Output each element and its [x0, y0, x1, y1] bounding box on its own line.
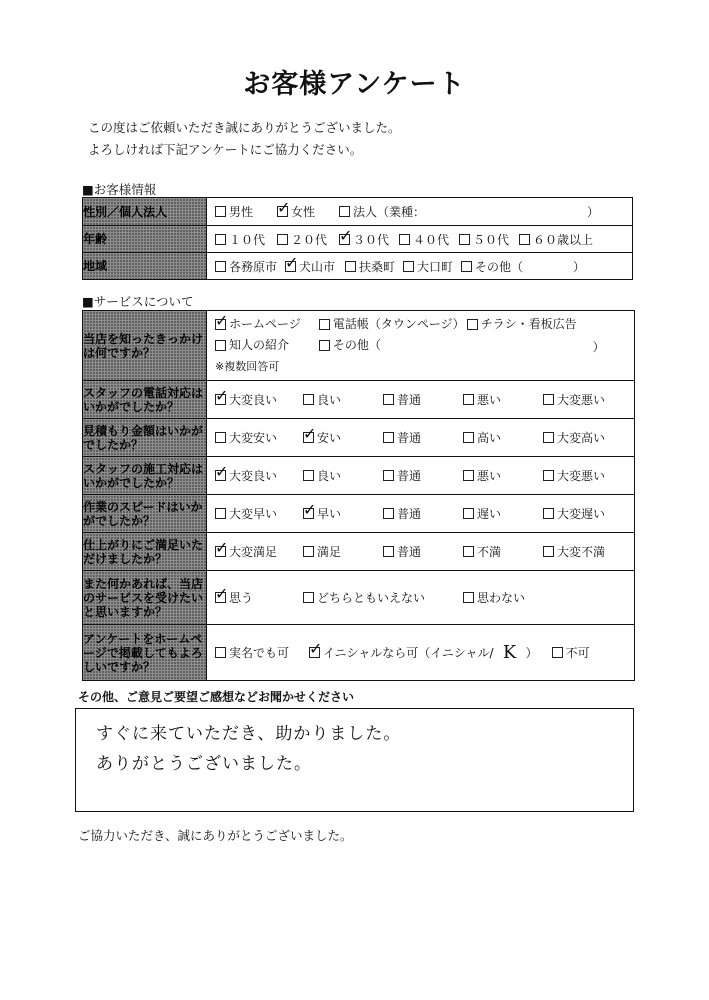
- question-construction: [83, 457, 635, 495]
- checkbox[interactable]: [383, 470, 394, 481]
- close-paren: ）: [525, 646, 538, 660]
- intro-line-1: この度はご依頼いただき誠にありがとうございました。: [88, 120, 401, 135]
- checkbox[interactable]: [383, 394, 394, 405]
- question-label: アンケートをホームページで掲載してもよろしいですか？: [83, 625, 207, 681]
- checkbox-checked[interactable]: [309, 647, 320, 658]
- question-label: 仕上がりにご満足いただけましたか？: [83, 533, 207, 571]
- option-2[interactable]: ✓ 安い: [303, 429, 383, 446]
- question-label: 作業のスピードはいかがでしたか？: [83, 495, 207, 533]
- option-5[interactable]: 大変悪い: [543, 467, 605, 484]
- option-1[interactable]: 大変早い: [215, 505, 303, 522]
- question-phone-response: [83, 381, 635, 419]
- option-female[interactable]: ✓ 女性: [277, 203, 339, 220]
- checkbox[interactable]: [345, 261, 356, 272]
- checkbox[interactable]: [463, 592, 474, 603]
- checkbox[interactable]: [543, 394, 554, 405]
- option-homepage[interactable]: ✓ ホームページ: [215, 315, 315, 334]
- option-50s[interactable]: ５０代: [459, 231, 519, 248]
- option-30s[interactable]: ✓ ３０代: [339, 231, 399, 248]
- option-kakamigahara[interactable]: 各務原市: [215, 258, 285, 275]
- row-area: [83, 253, 633, 280]
- checkbox[interactable]: [215, 647, 226, 658]
- option-inuyama[interactable]: ✓ 犬山市: [285, 258, 345, 275]
- option-initials[interactable]: ✓ イニシャルなら可（イニシャル/: [309, 644, 494, 661]
- option-4[interactable]: 悪い: [463, 467, 543, 484]
- checkbox[interactable]: [215, 261, 226, 272]
- checkbox-checked[interactable]: [339, 234, 350, 245]
- row-age: [83, 226, 633, 253]
- option-other[interactable]: その他（: [319, 336, 589, 355]
- checkbox[interactable]: [463, 394, 474, 405]
- option-fuso[interactable]: 扶桑町: [345, 258, 403, 275]
- closing-text: ご協力いただき、誠にありがとうございました。: [78, 828, 353, 843]
- intro-text: [88, 117, 401, 161]
- checkbox[interactable]: [383, 546, 394, 557]
- checkbox[interactable]: [303, 470, 314, 481]
- checkbox[interactable]: [319, 319, 330, 330]
- question-estimate: [83, 419, 635, 457]
- checkbox[interactable]: [519, 234, 530, 245]
- checkbox[interactable]: [467, 319, 478, 330]
- option-3[interactable]: 普通: [383, 543, 463, 560]
- option-2[interactable]: ✓ 早い: [303, 505, 383, 522]
- option-4[interactable]: 高い: [463, 429, 543, 446]
- option-4[interactable]: 悪い: [463, 391, 543, 408]
- checkbox[interactable]: [303, 546, 314, 557]
- option-40s[interactable]: ４０代: [399, 231, 459, 248]
- option-3[interactable]: 普通: [383, 429, 463, 446]
- option-2[interactable]: 良い: [303, 391, 383, 408]
- option-5[interactable]: 大変遅い: [543, 505, 605, 522]
- checkbox[interactable]: [543, 432, 554, 443]
- customer-section-heading: ■お客様情報: [82, 182, 157, 197]
- checkbox-checked[interactable]: [215, 394, 226, 405]
- checkbox[interactable]: [319, 340, 330, 351]
- option-referral[interactable]: 知人の紹介: [215, 336, 315, 355]
- checkbox[interactable]: [339, 206, 350, 217]
- checkbox[interactable]: [303, 394, 314, 405]
- checkbox[interactable]: [463, 432, 474, 443]
- comments-heading: その他、ご意見ご要望ご感想などお聞かせください: [78, 690, 355, 704]
- intro-line-2: よろしければ下記アンケートにご協力ください。: [88, 142, 363, 157]
- option-1[interactable]: ✓ 大変良い: [215, 391, 303, 408]
- checkbox[interactable]: [383, 508, 394, 519]
- option-3[interactable]: 普通: [383, 505, 463, 522]
- checkbox[interactable]: [277, 234, 288, 245]
- option-4[interactable]: 遅い: [463, 505, 543, 522]
- checkbox-checked[interactable]: [215, 470, 226, 481]
- checkbox[interactable]: [215, 206, 226, 217]
- question-how-found: [83, 311, 635, 381]
- checkbox-checked[interactable]: [215, 592, 226, 603]
- checkbox-checked[interactable]: [215, 546, 226, 557]
- checkbox[interactable]: [543, 508, 554, 519]
- close-paren: ）: [573, 259, 586, 274]
- initial-handwritten: K: [502, 642, 517, 663]
- row-label: 年齢: [83, 226, 207, 253]
- option-2[interactable]: 良い: [303, 467, 383, 484]
- checkbox[interactable]: [461, 261, 472, 272]
- option-other[interactable]: その他（: [461, 258, 573, 275]
- page-title: お客様アンケート: [243, 69, 466, 100]
- multiple-answer-note: ※複数回答可: [215, 360, 280, 373]
- option-yes[interactable]: ✓ 思う: [215, 589, 303, 606]
- row-label: 性別／個人法人: [83, 198, 207, 226]
- checkbox-checked[interactable]: [277, 206, 288, 217]
- option-male[interactable]: 男性: [215, 203, 277, 220]
- question-label: 当店を知ったきっかけは何ですか？: [83, 311, 207, 381]
- customer-info-table: [82, 197, 633, 280]
- option-oguchi[interactable]: 大口町: [403, 258, 461, 275]
- option-neutral[interactable]: どちらともいえない: [303, 589, 463, 606]
- comment-line-2: ありがとうございました。: [96, 754, 312, 774]
- option-1[interactable]: 大変安い: [215, 429, 303, 446]
- option-no[interactable]: 思わない: [463, 589, 525, 606]
- row-gender: [83, 198, 633, 226]
- checkbox[interactable]: [383, 432, 394, 443]
- option-5[interactable]: 大変悪い: [543, 391, 605, 408]
- checkbox[interactable]: [543, 546, 554, 557]
- question-repeat-use: [83, 571, 635, 625]
- option-flyer[interactable]: チラシ・看板広告: [467, 315, 577, 334]
- checkbox[interactable]: [403, 261, 414, 272]
- question-label: スタッフの施工対応はいかがでしたか？: [83, 457, 207, 495]
- option-10s[interactable]: １０代: [215, 231, 277, 248]
- option-20s[interactable]: ２０代: [277, 231, 339, 248]
- service-section-heading: ■サービスについて: [82, 294, 194, 309]
- option-corporate[interactable]: 法人（業種：: [339, 203, 587, 220]
- option-4[interactable]: 不満: [463, 543, 543, 560]
- close-paren: ）: [587, 205, 600, 219]
- checkbox[interactable]: [463, 508, 474, 519]
- comments-textarea[interactable]: [75, 708, 634, 812]
- checkbox[interactable]: [463, 470, 474, 481]
- option-60plus[interactable]: ６０歳以上: [519, 231, 593, 248]
- service-table: [82, 310, 635, 681]
- option-5[interactable]: 大変不満: [543, 543, 605, 560]
- option-phonebook[interactable]: 電話帳（タウンページ）: [319, 315, 463, 334]
- question-label: スタッフの電話対応はいかがでしたか？: [83, 381, 207, 419]
- question-speed: [83, 495, 635, 533]
- checkbox[interactable]: [215, 508, 226, 519]
- checkbox[interactable]: [399, 234, 410, 245]
- question-label: また何かあれば、当店のサービスを受けたいと思いますか？: [83, 571, 207, 625]
- checkbox[interactable]: [552, 647, 563, 658]
- option-5[interactable]: 大変高い: [543, 429, 605, 446]
- checkbox-checked[interactable]: [215, 319, 226, 330]
- checkbox[interactable]: [215, 234, 226, 245]
- checkbox[interactable]: [215, 340, 226, 351]
- option-2[interactable]: 満足: [303, 543, 383, 560]
- option-3[interactable]: 普通: [383, 467, 463, 484]
- row-label: 地域: [83, 253, 207, 280]
- option-3[interactable]: 普通: [383, 391, 463, 408]
- question-publish-permission: [83, 625, 635, 681]
- checkbox[interactable]: [303, 592, 314, 603]
- checkbox-checked[interactable]: [303, 432, 314, 443]
- comment-line-1: すぐに来ていただき、助かりました。: [96, 724, 402, 744]
- question-satisfaction: [83, 533, 635, 571]
- checkbox-checked[interactable]: [285, 261, 296, 272]
- option-real-name[interactable]: 実名でも可: [215, 644, 309, 661]
- close-paren: ）: [592, 340, 605, 354]
- checkbox-checked[interactable]: [303, 508, 314, 519]
- option-1[interactable]: ✓ 大変良い: [215, 467, 303, 484]
- checkbox[interactable]: [459, 234, 470, 245]
- question-label: 見積もり金額はいかがでしたか？: [83, 419, 207, 457]
- checkbox[interactable]: [463, 546, 474, 557]
- checkbox[interactable]: [215, 432, 226, 443]
- checkbox[interactable]: [543, 470, 554, 481]
- option-1[interactable]: ✓ 大変満足: [215, 543, 303, 560]
- option-not-allowed[interactable]: 不可: [552, 644, 590, 661]
